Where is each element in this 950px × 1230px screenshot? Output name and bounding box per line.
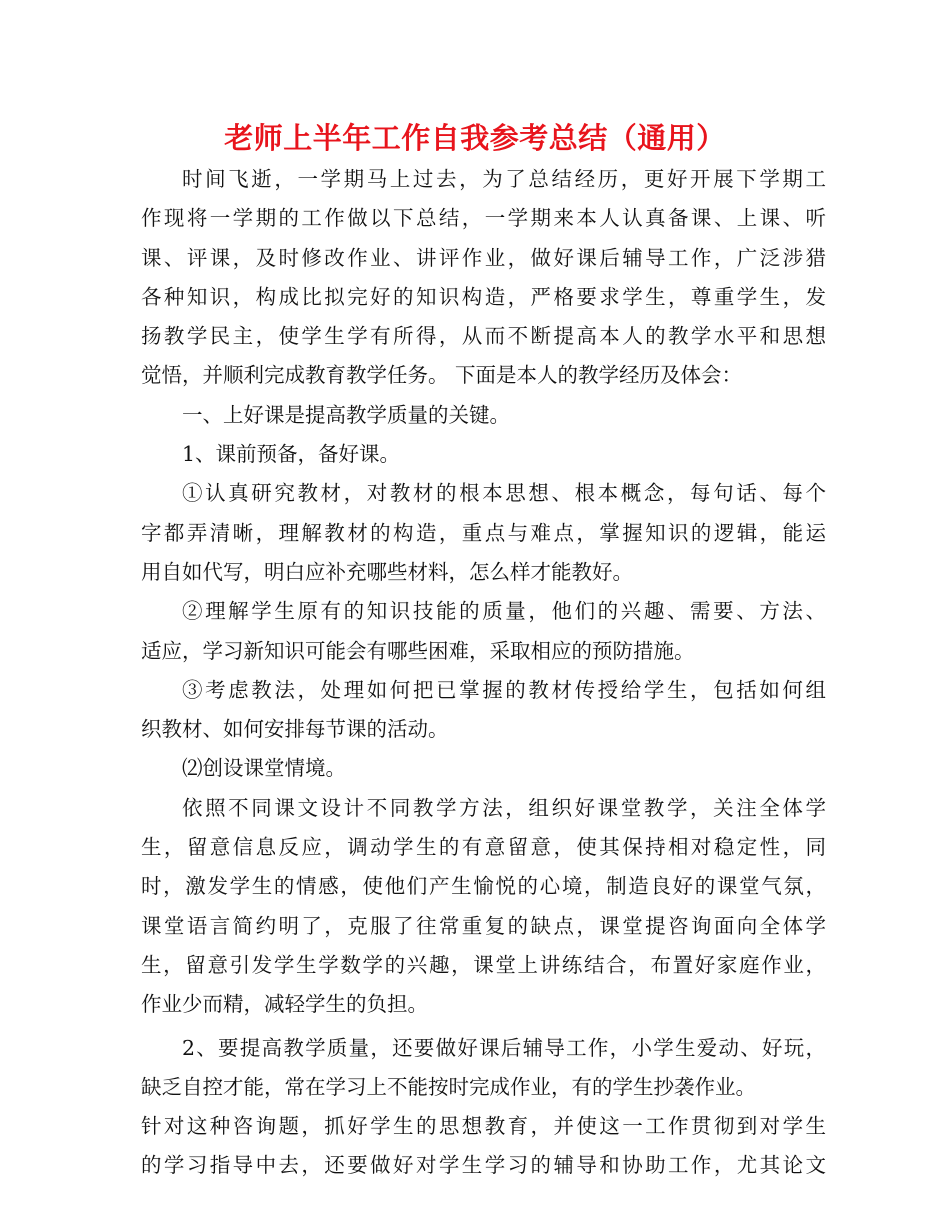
text-line: ①认真研究教材，对教材的根本思想、根本概念，每句话、每个 [182, 481, 826, 506]
text-line: 生，留意引发学生学数学的兴趣，课堂上讲练结合，布置好家庭作业， [141, 952, 826, 977]
text-line: 时间飞逝，一学期马上过去，为了总结经历，更好开展下学期工 [182, 167, 826, 191]
text-line: 扬教学民主，使学生学有所得，从而不断提高本人的教学水平和思想 [141, 324, 826, 349]
text-line: 觉悟，并顺利完成教育教学任务。 下面是本人的教学经历及体会： [141, 363, 743, 388]
text-line: 用自如代写，明白应补充哪些材料，怎么样才能教好。 [141, 559, 633, 584]
text-line: 课堂语言简约明了，克服了往常重复的缺点，课堂提咨询面向全体学 [141, 913, 826, 938]
text-line: 时，激发学生的情感，使他们产生愉悦的心境，制造良好的课堂气氛， [141, 874, 826, 899]
text-line: 适应，学习新知识可能会有哪些困难，采取相应的预防措施。 [141, 638, 695, 663]
section-heading: 一、上好课是提高教学质量的关键。 [182, 402, 510, 427]
text-line: 2、要提高教学质量，还要做好课后辅导工作，小学生爱动、好玩， [182, 1035, 826, 1060]
text-line: 课、评课，及时修改作业、讲评作业，做好课后辅导工作，广泛涉猎 [141, 245, 826, 270]
document-title: 老师上半年工作自我参考总结（通用） [224, 121, 726, 155]
text-line: 缺乏自控才能，常在学习上不能按时完成作业，有的学生抄袭作业。 [141, 1074, 756, 1099]
text-line: 字都弄清晰，理解教材的构造，重点与难点，掌握知识的逻辑，能运 [141, 520, 826, 545]
document-body [141, 160, 826, 1186]
subsection-heading: 1、课前预备，备好课。 [182, 442, 401, 467]
text-line: 依照不同课文设计不同教学方法，组织好课堂教学，关注全体学 [182, 795, 826, 820]
text-line: 各种知识，构成比拟完好的知识构造，严格要求学生，尊重学生，发 [141, 284, 826, 309]
text-line: ②理解学生原有的知识技能的质量，他们的兴趣、需要、方法、 [182, 599, 826, 624]
text-line: 的学习指导中去，还要做好对学生学习的辅导和协助工作，尤其论文 [141, 1153, 826, 1178]
text-line: 生，留意信息反应，调动学生的有意留意，使其保持相对稳定性，同 [141, 835, 826, 860]
text-line: 作业少而精，减轻学生的负担。 [141, 992, 428, 1017]
text-line: 针对这种咨询题，抓好学生的思想教育，并使这一工作贯彻到对学生 [141, 1114, 826, 1139]
text-line: ③考虑教法，处理如何把已掌握的教材传授给学生，包括如何组 [182, 677, 826, 702]
subsection-heading: ⑵创设课堂情境。 [182, 756, 346, 781]
text-line: 作现将一学期的工作做以下总结，一学期来本人认真备课、上课、听 [141, 206, 826, 231]
text-line: 织教材、如何安排每节课的活动。 [141, 717, 449, 742]
